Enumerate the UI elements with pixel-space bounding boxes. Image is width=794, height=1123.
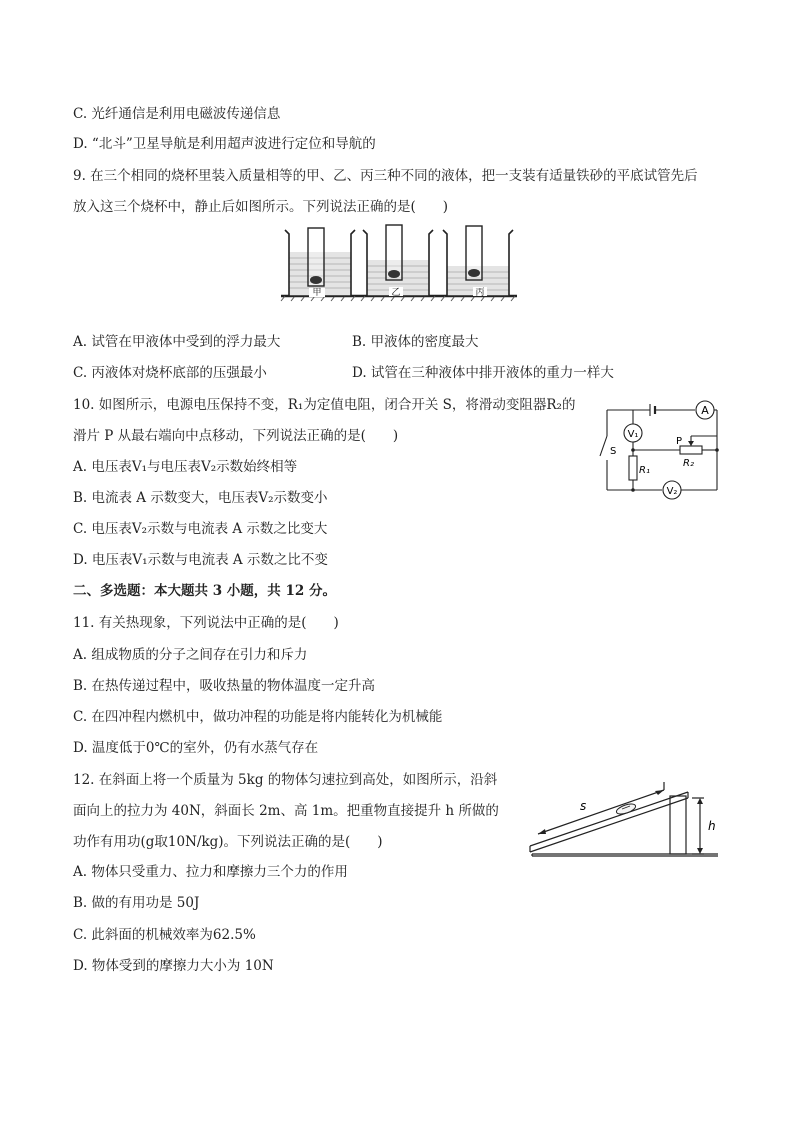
- q12-option-d: D. 物体受到的摩擦力大小为 10N: [73, 958, 274, 974]
- q11-option-c: C. 在四冲程内燃机中，做功冲程的功能是将内能转化为机械能: [73, 709, 443, 725]
- q10-option-c: C. 电压表V₂示数与电流表 A 示数之比变大: [73, 521, 328, 537]
- q9-option-c: C. 丙液体对烧杯底部的压强最小: [73, 365, 267, 381]
- q9-stem-line1: 9. 在三个相同的烧杯里装入质量相等的甲、乙、丙三种不同的液体，把一支装有适量铁砂的平底试管先后: [73, 168, 698, 184]
- q12-option-b: B. 做的有用功是 50J: [73, 895, 200, 911]
- q11-option-a: A. 组成物质的分子之间存在引力和斥力: [73, 647, 308, 663]
- q10-stem-line2: 滑片 P 从最右端向中点移动，下列说法正确的是( ): [73, 428, 399, 444]
- q8-option-c: C. 光纤通信是利用电磁波传递信息: [73, 106, 281, 122]
- circuit-diagram: [592, 396, 722, 504]
- v1-label: V₁: [627, 429, 639, 440]
- q12-stem-line2: 面向上的拉力为 40N，斜面长 2m、高 1m。把重物直接提升 h 所做的: [73, 803, 499, 819]
- beaker-jia: [285, 228, 355, 298]
- v2-label: V₂: [666, 486, 678, 497]
- q9-option-d: D. 试管在三种液体中排开液体的重力一样大: [352, 365, 614, 381]
- q10-option-b: B. 电流表 A 示数变大，电压表V₂示数变小: [73, 490, 328, 506]
- q10-option-d: D. 电压表V₁示数与电流表 A 示数之比不变: [73, 552, 328, 568]
- ammeter-label: A: [701, 404, 709, 417]
- beaker-yi: [363, 225, 433, 298]
- incline-s-label: s: [580, 799, 587, 813]
- r1-label: R₁: [639, 465, 650, 476]
- q12-option-c: C. 此斜面的机械效率为62.5%: [73, 927, 256, 943]
- q11-stem: 11. 有关热现象，下列说法中正确的是( ): [73, 615, 339, 631]
- q12-option-a: A. 物体只受重力、拉力和摩擦力三个力的作用: [73, 864, 348, 880]
- beaker-bing: [443, 226, 513, 298]
- beaker-label-yi: 乙: [391, 288, 401, 298]
- section-heading: 二、多选题：本大题共 3 小题，共 12 分。: [73, 583, 336, 599]
- q12-stem-line3: 功作有用功(g取10N/kg)。下列说法正确的是( ): [73, 834, 383, 850]
- q9-stem-line2: 放入这三个烧杯中，静止后如图所示。下列说法正确的是( ): [73, 199, 449, 215]
- q11-option-b: B. 在热传递过程中，吸收热量的物体温度一定升高: [73, 678, 376, 694]
- beaker-label-bing: 丙: [475, 288, 485, 298]
- q10-stem-line1: 10. 如图所示，电源电压保持不变，R₁为定值电阻，闭合开关 S，将滑动变阻器R₂的: [73, 397, 576, 413]
- q12-stem-line1: 12. 在斜面上将一个质量为 5kg 的物体匀速拉到高处，如图所示，沿斜: [73, 772, 498, 788]
- q11-option-d: D. 温度低于0℃的室外，仍有水蒸气存在: [73, 740, 319, 756]
- q8-option-d: D. “北斗”卫星导航是利用超声波进行定位和导航的: [73, 136, 376, 152]
- q10-option-a: A. 电压表V₁与电压表V₂示数始终相等: [73, 459, 298, 475]
- incline-figure: [514, 770, 722, 862]
- incline-h-label: h: [708, 819, 716, 833]
- r2-label: R₂: [683, 458, 694, 469]
- q9-option-b: B. 甲液体的密度最大: [352, 334, 479, 350]
- beakers-figure: [279, 222, 519, 302]
- q9-option-a: A. 试管在甲液体中受到的浮力最大: [73, 334, 281, 350]
- slider-label: P: [676, 436, 683, 447]
- beaker-label-jia: 甲: [312, 288, 322, 298]
- switch-label: S: [610, 446, 617, 457]
